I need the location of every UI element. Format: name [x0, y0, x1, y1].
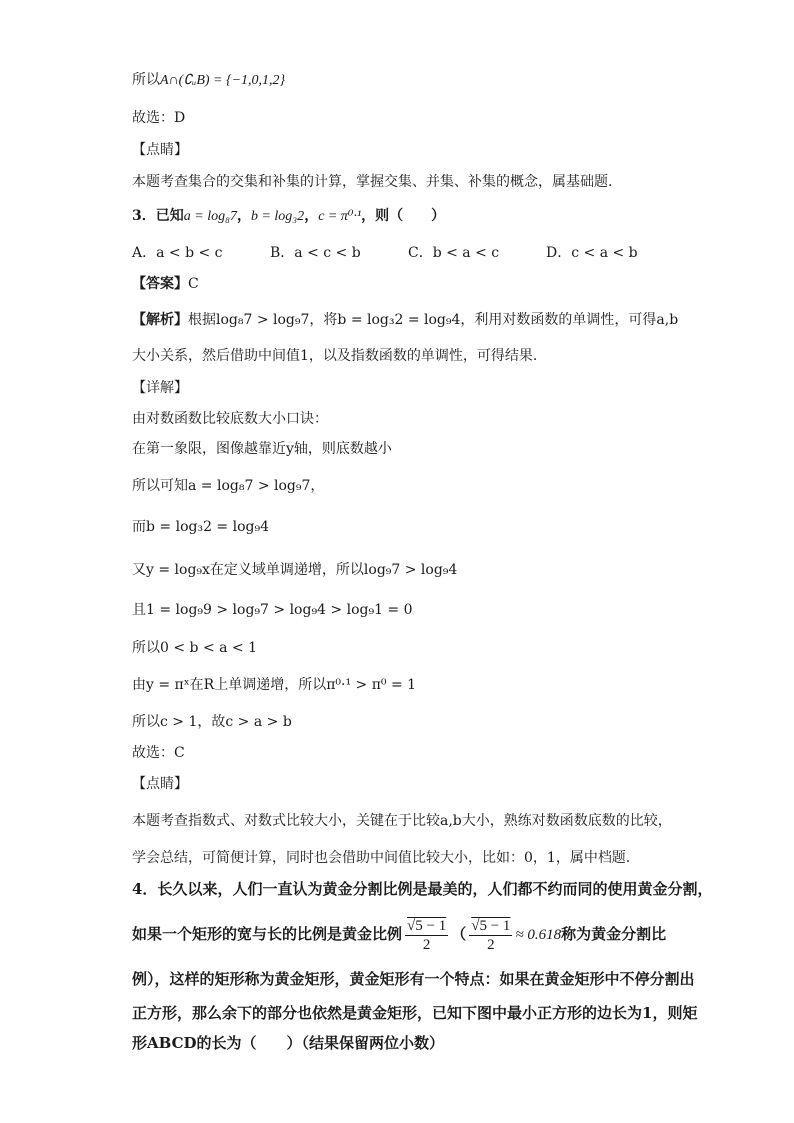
detail-line-10: 故选：C — [132, 745, 185, 761]
golden-ratio-fraction-2: $\frac{√5 - 1}{2}$ — [471, 917, 511, 953]
tag-answer: 【答案】 — [132, 276, 188, 292]
option-c: C．b < a < c — [408, 245, 500, 261]
comment-2-line-1: 本题考查指数式、对数式比较大小，关键在于比较a,b大小，熟练对数函数底数的比较， — [132, 813, 672, 829]
detail-line-3: 所以可知a = log₈7 > log₉7， — [132, 478, 325, 494]
golden-ratio-fraction: $\frac{√5 - 1}{2}$ — [407, 917, 447, 953]
comment-2-line-2: 学会总结，可简便计算，同时也会借助中间值比较大小，比如：0，1，属中档题. — [132, 850, 631, 866]
comment-1-text: 本题考查集合的交集和补集的计算，掌握交集、并集、补集的概念，属基础题. — [132, 174, 613, 190]
option-d: D．c < a < b — [546, 245, 638, 261]
question-4-line-3: 例），这样的矩形称为黄金矩形，黄金矩形有一个特点：如果在黄金矩形中不停分割出 — [132, 970, 695, 988]
detail-line-4: 而b = log₃2 = log₉4 — [132, 519, 269, 535]
option-a: A．a < b < c — [132, 245, 223, 261]
line-set-result: 所以A∩(∁ᵤB) = {−1,0,1,2} — [132, 72, 286, 88]
question-4-line-5: 形ABCD的长为（ ）（结果保留两位小数） — [132, 1034, 445, 1052]
tag-analysis: 【解析】 — [132, 312, 188, 328]
tag-detail: 【详解】 — [132, 380, 188, 396]
analysis-line-1: 【解析】根据log₈7 > log₉7，将b = log₃2 = log₉4，利用对数函数的单调性，可得a,b — [132, 312, 679, 328]
question-4-line-2: 如果一个矩形的宽与长的比例是黄金比例 $\frac{√5 - 1}{2}$ （ $\frac{√5 - 1}{2}$ ≈ 0.618称为黄金分割比 — [132, 917, 667, 953]
detail-line-1: 由对数函数比较底数大小口诀： — [132, 411, 328, 427]
answer-line — [132, 274, 199, 294]
question-4-line-1: 4．长久以来，人们一直认为黄金分割比例是最美的，人们都不约而同的使用黄金分割， — [132, 880, 713, 898]
detail-line-8: 由y = πˣ在R上单调递增，所以π⁰·¹ > π⁰ = 1 — [132, 677, 417, 693]
answer-value: C — [188, 276, 199, 292]
tag-comment-2: 【点睛】 — [132, 776, 188, 792]
detail-line-6: 且1 = log₉9 > log₉7 > log₉4 > log₉1 = 0 — [132, 602, 413, 618]
question-3-options — [132, 243, 684, 263]
detail-line-5: 又y = log₉x在定义域单调递增，所以log₉7 > log₉4 — [132, 562, 458, 578]
detail-line-7: 所以0 < b < a < 1 — [132, 640, 258, 656]
detail-line-9: 所以c > 1，故c > a > b — [132, 714, 292, 730]
analysis-line-2: 大小关系，然后借助中间值1，以及指数函数的单调性，可得结果. — [132, 348, 538, 364]
tag-comment-1: 【点睛】 — [132, 142, 188, 158]
detail-line-2: 在第一象限，图像越靠近y轴，则底数越小 — [132, 441, 392, 457]
option-b: B．a < c < b — [270, 245, 361, 261]
question-4-line-4: 正方形，那么余下的部分也依然是黄金矩形，已知下图中最小正方形的边长为1，则矩 — [132, 1004, 698, 1022]
line-choose-d: 故选：D — [132, 110, 186, 126]
question-3-stem: 3．已知a = log₈7，b = log₃2，c = π⁰·¹，则（ ） — [132, 208, 446, 224]
